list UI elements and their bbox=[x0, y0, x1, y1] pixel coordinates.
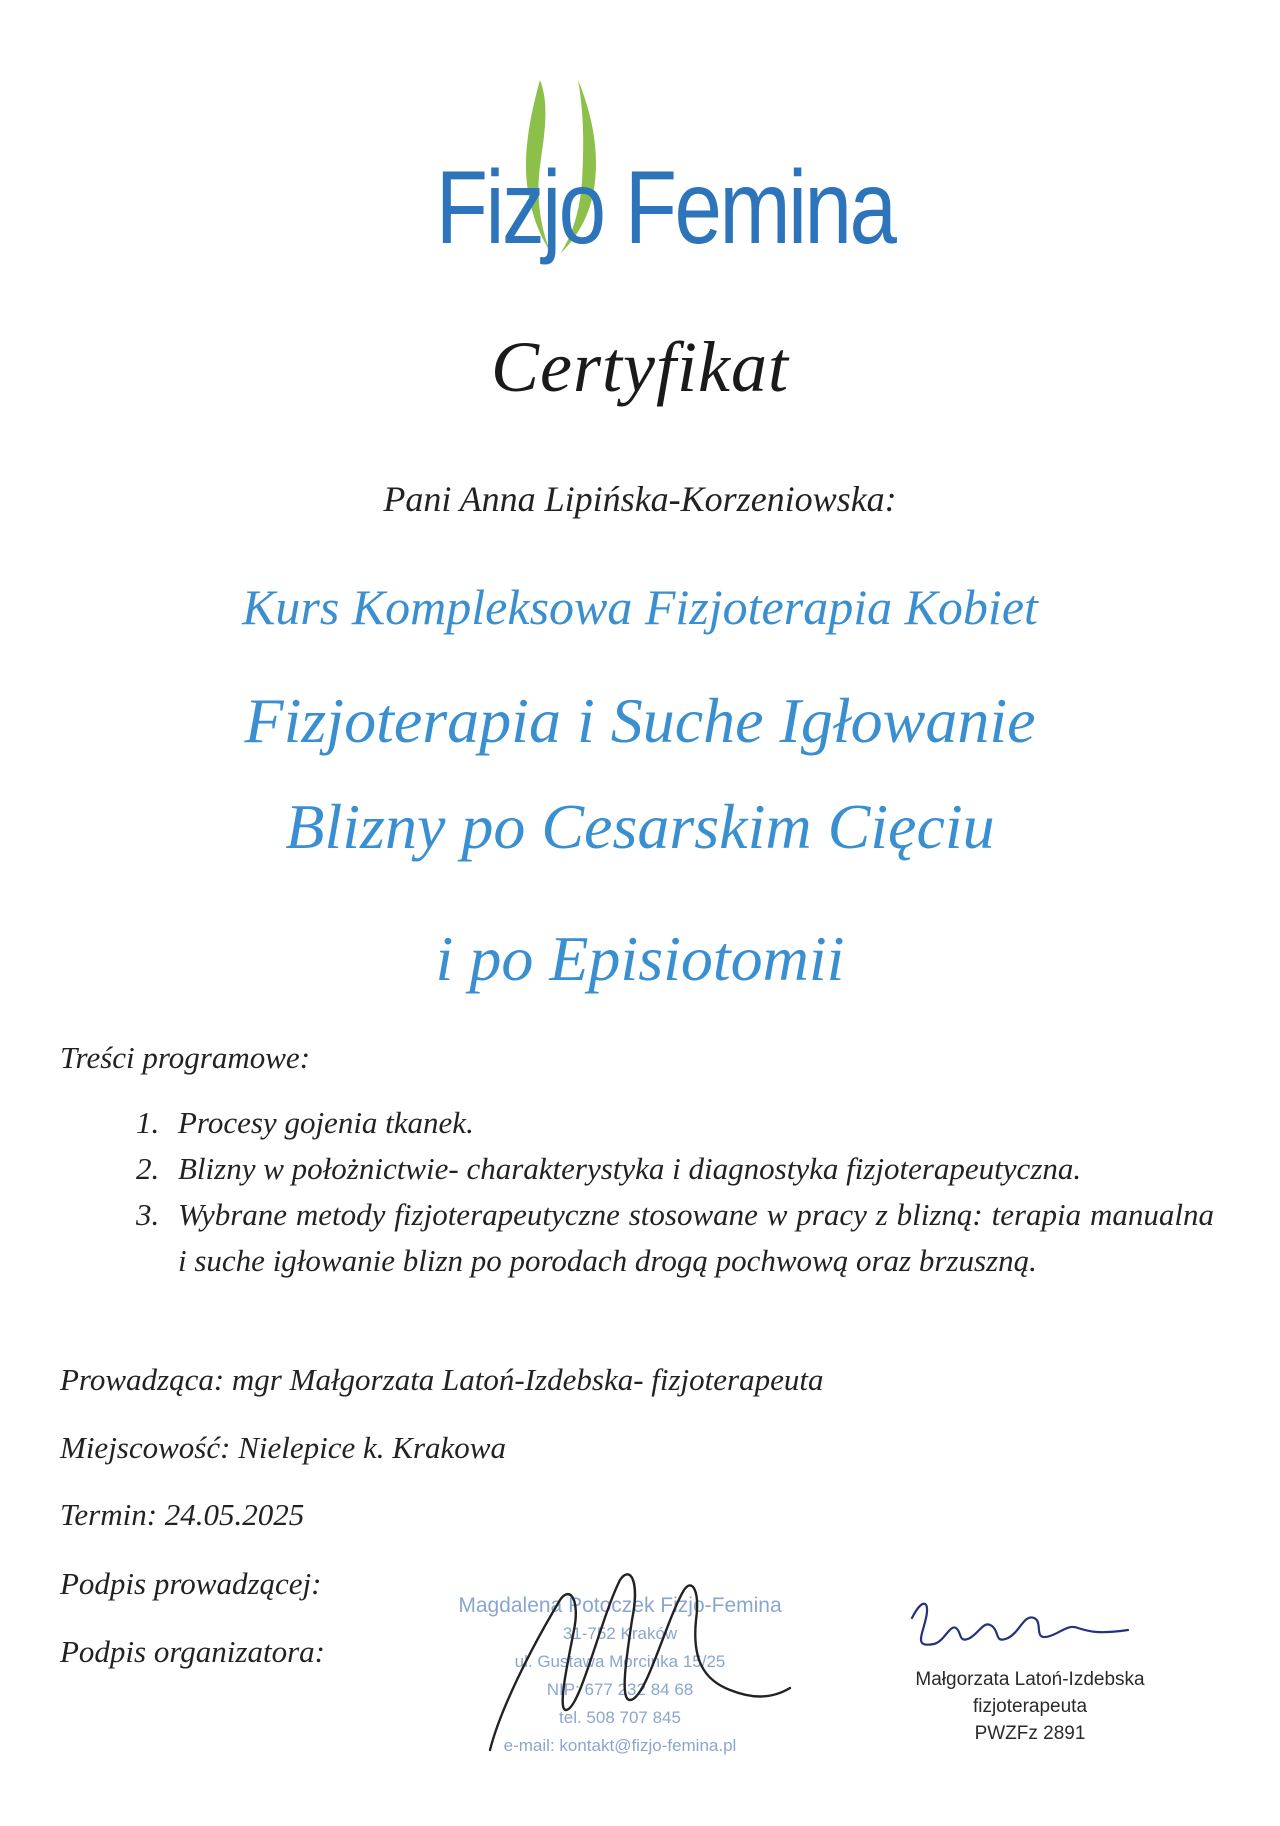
organizer-signature-icon bbox=[470, 1560, 810, 1760]
list-item bbox=[134, 1146, 1214, 1192]
course-name: Kurs Kompleksowa Fizjoterapia Kobiet bbox=[242, 579, 1038, 635]
date-line: Termin: 24.05.2025 bbox=[60, 1497, 305, 1532]
instructor-stamp-license: PWZFz 2891 bbox=[974, 1723, 1086, 1744]
list-item-number: 3. bbox=[136, 1197, 160, 1232]
list-item-text: Procesy gojenia tkanek. bbox=[178, 1105, 474, 1140]
list-item-text: Blizny w położnictwie- charakterystyka i diagnostyka fizjoterapeutyczna. bbox=[178, 1151, 1082, 1186]
stamp-line: NIP: 677 232 84 68 bbox=[546, 1680, 694, 1699]
stamp-line: e-mail: kontakt@fizjo-femina.pl bbox=[503, 1736, 737, 1755]
instructor-stamp-name: Małgorzata Latoń-Izdebska bbox=[915, 1669, 1145, 1690]
program-heading: Treści programowe: bbox=[60, 1040, 311, 1075]
instructor-line: Prowadząca: mgr Małgorzata Latoń-Izdebska- fizjoterapeuta bbox=[60, 1362, 824, 1397]
location-line: Miejscowość: Nielepice k. Krakowa bbox=[60, 1430, 506, 1465]
stamp-line: 31-752 Kraków bbox=[562, 1624, 678, 1643]
stamp-line: Magdalena Potoczek Fizjo-Femina bbox=[458, 1594, 782, 1617]
instructor-stamp bbox=[880, 1666, 1180, 1747]
list-item-text: Wybrane metody fizjoterapeutyczne stosowane w pracy z blizną: terapia manualna i suche igłowanie blizn po porodach drogą pochwową oraz brzuszną. bbox=[178, 1197, 1214, 1278]
recipient-name: Pani Anna Lipińska-Korzeniowska: bbox=[383, 479, 897, 519]
course-subtitle-line: i po Episiotomii bbox=[435, 923, 845, 994]
course-subtitle-line: Blizny po Cesarskim Cięciu bbox=[285, 791, 995, 862]
list-item-number: 1. bbox=[136, 1105, 160, 1140]
program-list bbox=[134, 1100, 1214, 1284]
stamp-line: tel. 508 707 845 bbox=[559, 1708, 681, 1727]
list-item bbox=[134, 1100, 1214, 1146]
course-subtitle-line: Fizjoterapia i Suche Igłowanie bbox=[244, 685, 1036, 756]
logo bbox=[390, 76, 900, 286]
list-item bbox=[134, 1192, 1214, 1284]
organizer-signature-label: Podpis organizatora: bbox=[60, 1634, 325, 1669]
list-item-number: 2. bbox=[136, 1151, 160, 1186]
stamp-line: ul. Gustawa Morcinka 15/25 bbox=[514, 1652, 726, 1671]
instructor-stamp-title: fizjoterapeuta bbox=[972, 1696, 1088, 1717]
instructor-signature-label: Podpis prowadzącej: bbox=[60, 1566, 322, 1601]
instructor-signature-icon bbox=[900, 1588, 1140, 1658]
logo-wordmark: Fizjo Femina bbox=[435, 150, 895, 266]
certificate-title: Certyfikat bbox=[491, 327, 789, 407]
